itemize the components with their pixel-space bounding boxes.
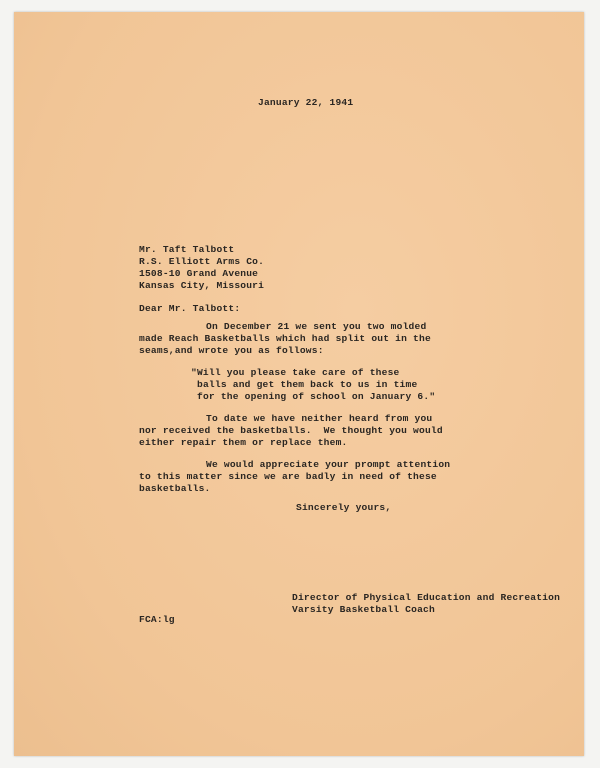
closing: Sincerely yours,	[296, 502, 392, 513]
quote-line: for the opening of school on January 6."	[197, 391, 436, 402]
signature-title: Director of Physical Education and Recreation	[292, 592, 561, 603]
quote-line: balls and get them back to us in time	[197, 379, 418, 390]
body-line: basketballs.	[139, 483, 211, 494]
recipient-street: 1508-10 Grand Avenue	[139, 268, 259, 279]
body-line: made Reach Basketballs which had split out in the	[139, 333, 431, 344]
body-line: seams,and wrote you as follows:	[139, 345, 324, 356]
salutation: Dear Mr. Talbott:	[139, 303, 241, 314]
recipient-name: Mr. Taft Talbott	[139, 244, 235, 255]
signature-subtitle: Varsity Basketball Coach	[292, 604, 435, 615]
body-line: On December 21 we sent you two molded	[206, 321, 427, 332]
quote-line: "Will you please take care of these	[191, 367, 400, 378]
recipient-city: Kansas City, Missouri	[139, 280, 265, 291]
letter-date: January 22, 1941	[258, 97, 354, 108]
typist-initials: FCA:lg	[139, 614, 175, 625]
body-line: To date we have neither heard from you	[206, 413, 433, 424]
body-line: to this matter since we are badly in need of these	[139, 471, 437, 482]
body-line: We would appreciate your prompt attention	[206, 459, 451, 470]
recipient-company: R.S. Elliott Arms Co.	[139, 256, 265, 267]
body-line: either repair them or replace them.	[139, 437, 348, 448]
body-line: nor received the basketballs. We thought you would	[139, 425, 443, 436]
